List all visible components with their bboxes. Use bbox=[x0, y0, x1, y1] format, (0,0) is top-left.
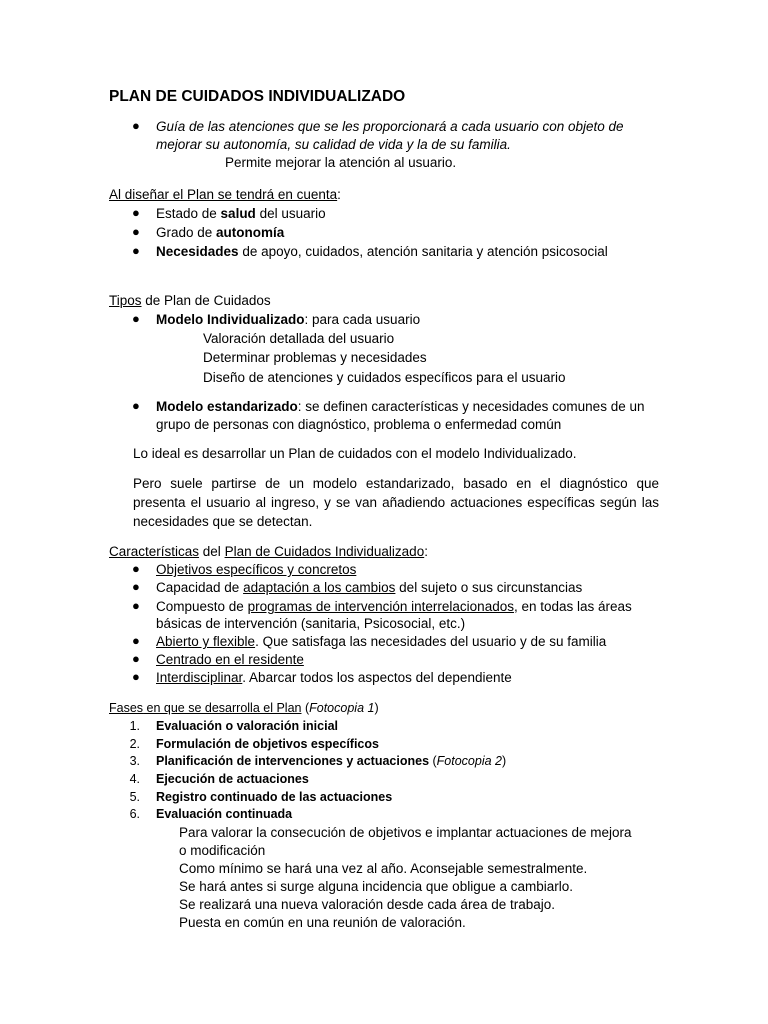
modelo2-bold: Modelo estandarizado bbox=[156, 399, 298, 414]
caract-item-objetivos bbox=[156, 561, 356, 579]
caract-item4-u: Abierto y flexible bbox=[156, 634, 256, 649]
bullet-dot-icon: ● bbox=[132, 651, 140, 666]
pero-line-1: Pero suele partirse de un modelo estandarizado, basado en el diagnóstico que bbox=[133, 476, 659, 491]
fase-item: Ejecución de actuaciones bbox=[156, 772, 309, 786]
disenar-item-pre: Grado de bbox=[156, 225, 217, 240]
eval-line: Para valorar la consecución de objetivos e implantar actuaciones de mejora bbox=[179, 825, 632, 840]
modelo2-line-2: grupo de personas con diagnóstico, problema o enfermedad común bbox=[156, 417, 562, 432]
caract-item-centrado bbox=[156, 651, 304, 669]
fase-item: Registro continuado de las actuaciones bbox=[156, 790, 393, 804]
fase-item: Formulación de objetivos específicos bbox=[156, 737, 379, 751]
caracteristicas-heading-mid: del bbox=[199, 544, 225, 559]
caract-item2-post: del sujeto o sus circunstancias bbox=[395, 580, 583, 595]
eval-line: Se realizará una nueva valoración desde cada área de trabajo. bbox=[179, 897, 556, 912]
bullet-dot-icon: ● bbox=[132, 669, 140, 684]
bullet-dot-icon: ● bbox=[132, 224, 140, 239]
fase-number: 4. bbox=[129, 772, 140, 786]
caracteristicas-heading-u2: Plan de Cuidados Individualizado bbox=[224, 544, 425, 559]
fase-item: Evaluación continuada bbox=[156, 807, 293, 821]
eval-line: Como mínimo se hará una vez al año. Aconsejable semestralmente. bbox=[179, 861, 588, 876]
caract-item1-text: Objetivos específicos y concretos bbox=[156, 562, 357, 577]
disenar-item-bold: salud bbox=[220, 206, 256, 221]
caract-item-interdisciplinar bbox=[156, 669, 512, 687]
fase-number: 1. bbox=[129, 719, 140, 733]
bullet-dot-icon: ● bbox=[132, 398, 140, 413]
modelo2-rest: : se definen características y necesidades comunes de un bbox=[297, 399, 645, 414]
disenar-heading-colon: : bbox=[337, 187, 341, 202]
caract-item6-u: Interdisciplinar bbox=[156, 670, 243, 685]
disenar-item-autonomia bbox=[156, 224, 284, 242]
fases-heading-italic: Fotocopia 1 bbox=[309, 701, 375, 715]
bullet-dot-icon: ● bbox=[132, 243, 140, 258]
bullet-dot-icon: ● bbox=[132, 311, 140, 326]
bullet-dot-icon: ● bbox=[132, 561, 140, 576]
fases-paren-close: ) bbox=[374, 701, 379, 715]
bullet-dot-icon: ● bbox=[132, 579, 140, 594]
intro-line-1: Guía de las atenciones que se les proporcionará a cada usuario con objeto de bbox=[156, 119, 624, 134]
bullet-dot-icon: ● bbox=[132, 205, 140, 220]
disenar-item-salud bbox=[156, 205, 326, 223]
bullet-dot-icon: ● bbox=[132, 598, 140, 613]
page-title: PLAN DE CUIDADOS INDIVIDUALIZADO bbox=[109, 88, 406, 105]
modelo-individualizado bbox=[156, 311, 420, 329]
ideal-paragraph: Lo ideal es desarrollar un Plan de cuidados con el modelo Individualizado. bbox=[133, 446, 577, 461]
fase-item-planificacion bbox=[156, 752, 506, 770]
tipos-heading-rest: de Plan de Cuidados bbox=[141, 293, 271, 308]
modelo1-sub-item: Diseño de atenciones y cuidados específicos para el usuario bbox=[203, 370, 566, 385]
disenar-item-post: del usuario bbox=[255, 206, 326, 221]
fase-number: 5. bbox=[129, 790, 140, 804]
fase-number: 6. bbox=[129, 807, 140, 821]
bullet-dot-icon: ● bbox=[132, 118, 140, 133]
caracteristicas-heading-colon: : bbox=[424, 544, 428, 559]
caract-item3-pre: Compuesto de bbox=[156, 599, 248, 614]
caracteristicas-heading bbox=[109, 543, 428, 561]
disenar-item-pre: Estado de bbox=[156, 206, 221, 221]
disenar-item-bold: Necesidades bbox=[156, 244, 239, 259]
fases-heading bbox=[109, 699, 379, 717]
fase-item3-paren-close: ) bbox=[502, 754, 507, 768]
fases-heading-rest: en que se desarrolla el Plan bbox=[143, 701, 302, 715]
caract-item3-line-2: básicas de intervención (sanitaria, Psicosocial, etc.) bbox=[156, 616, 466, 631]
caract-item-abierto bbox=[156, 633, 606, 651]
caract-item3-post: , en todas las áreas bbox=[513, 599, 632, 614]
fase-number: 3. bbox=[129, 754, 140, 768]
eval-line: o modificación bbox=[179, 843, 266, 858]
caract-item6-post: . Abarcar todos los aspectos del dependiente bbox=[242, 670, 512, 685]
intro-line-2: mejorar su autonomía, su calidad de vida y la de su familia. bbox=[156, 137, 511, 152]
fase-item3-paren-open: ( bbox=[429, 754, 437, 768]
caract-item4-post: . Que satisfaga las necesidades del usuario y de su familia bbox=[255, 634, 607, 649]
disenar-item-bold: autonomía bbox=[216, 225, 285, 240]
disenar-item-necesidades bbox=[156, 243, 608, 261]
caract-item3-u: programas de intervención interrelacionados bbox=[247, 599, 514, 614]
caract-item5-u: Centrado en el residente bbox=[156, 652, 304, 667]
fase-item: Evaluación o valoración inicial bbox=[156, 719, 339, 733]
modelo1-bold: Modelo Individualizado bbox=[156, 312, 305, 327]
fase-item3-text: Planificación de intervenciones y actuaciones bbox=[156, 754, 430, 768]
tipos-heading-underlined: Tipos bbox=[109, 293, 142, 308]
eval-line: Se hará antes si surge alguna incidencia que obligue a cambiarlo. bbox=[179, 879, 574, 894]
modelo1-sub-item: Valoración detallada del usuario bbox=[203, 331, 395, 346]
pero-line-2: presenta el usuario al ingreso, y se van añadiendo actuaciones específicas según las bbox=[133, 495, 659, 510]
disenar-heading bbox=[109, 186, 341, 204]
modelo1-rest: : para cada usuario bbox=[304, 312, 421, 327]
caract-item-adaptacion bbox=[156, 579, 582, 597]
bullet-dot-icon: ● bbox=[132, 633, 140, 648]
caract-item2-u: adaptación a los cambios bbox=[243, 580, 396, 595]
tipos-heading bbox=[109, 292, 271, 310]
pero-line-3: necesidades que se detectan. bbox=[133, 514, 313, 529]
fase-number: 2. bbox=[129, 737, 140, 751]
modelo-estandarizado bbox=[156, 398, 644, 416]
eval-line: Puesta en común en una reunión de valoración. bbox=[179, 915, 466, 930]
disenar-item-post: de apoyo, cuidados, atención sanitaria y atención psicosocial bbox=[238, 244, 608, 259]
fases-heading-u: Fases bbox=[109, 701, 144, 715]
disenar-heading-text: Al diseñar el Plan se tendrá en cuenta bbox=[109, 187, 338, 202]
caracteristicas-heading-u1: Características bbox=[109, 544, 200, 559]
fase-item3-italic: Fotocopia 2 bbox=[436, 754, 502, 768]
intro-line-3: Permite mejorar la atención al usuario. bbox=[225, 155, 457, 170]
caract-item2-pre: Capacidad de bbox=[156, 580, 244, 595]
fases-paren-open: ( bbox=[301, 701, 310, 715]
caract-item-programas bbox=[156, 598, 632, 616]
modelo1-sub-item: Determinar problemas y necesidades bbox=[203, 350, 427, 365]
